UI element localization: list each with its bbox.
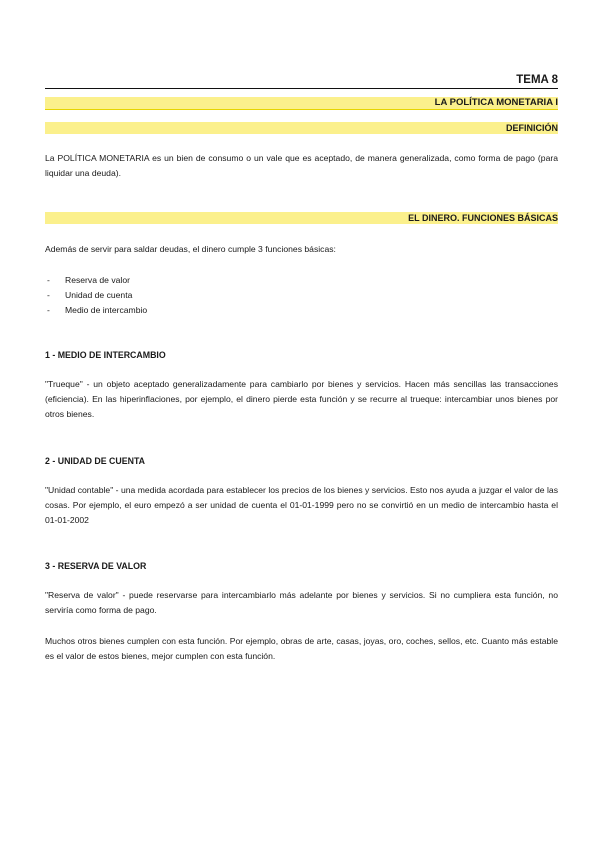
definicion-text: La POLÍTICA MONETARIA es un bien de consumo o un vale que es aceptado, de manera generalizada, como forma de pago (para liquidar una deuda). [45,153,558,178]
list-item: - Medio de intercambio [47,305,148,315]
list-item: - Reserva de valor [47,275,130,285]
tema-title: TEMA 8 [45,74,558,89]
medio-text: "Trueque" - un objeto aceptado generalizadamente para cambiarlo por bienes y servicios. Hacen más sencillas las transacciones (eficiencia). En las hiperinflaciones, por ejemplo, el dinero pierde esta función y se recurre al trueque: intercambiar unos bienes por otros bienes. [45,379,558,419]
unidad-heading: 2 - UNIDAD DE CUENTA [45,456,146,466]
dinero-band: EL DINERO. FUNCIONES BÁSICAS [45,212,558,224]
medio-heading: 1 - MEDIO DE INTERCAMBIO [45,350,166,360]
dinero-intro: Además de servir para saldar deudas, el dinero cumple 3 funciones básicas: [45,244,336,254]
functions-list [45,273,147,318]
main-title-band: LA POLÍTICA MONETARIA I [45,97,558,110]
reserva-text-2: Muchos otros bienes cumplen con esta función. Por ejemplo, obras de arte, casas, joyas, oro, coches, sellos, etc. Cuanto más estable es el valor de estos bienes, mejor cumplen con esta función. [45,636,558,661]
unidad-text: "Unidad contable" - una medida acordada para establecer los precios de los bienes y servicios. Esto nos ayuda a juzgar el valor de las cosas. Por ejemplo, el euro empezó a ser unidad de cuenta el 01-01-1999 pero no se convirtió en un medio de intercambio hasta el 01-01-2002 [45,485,558,525]
list-item: - Unidad de cuenta [47,290,133,300]
reserva-text: "Reserva de valor" - puede reservarse para intercambiarlo más adelante por bienes y servicios. Si no cumpliera esta función, no serviría como forma de pago. [45,590,558,615]
definicion-band: DEFINICIÓN [45,122,558,134]
reserva-heading: 3 - RESERVA DE VALOR [45,561,147,571]
